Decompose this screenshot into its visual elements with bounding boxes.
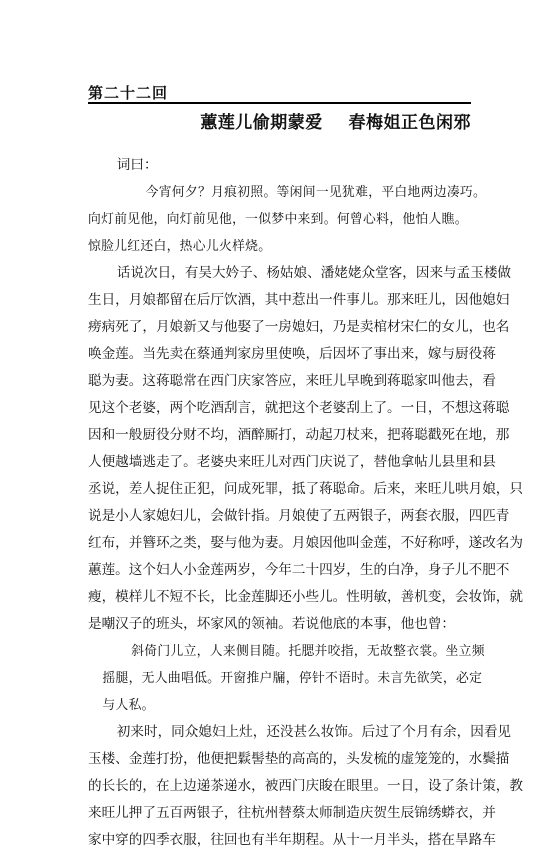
text-line: 来旺儿押了五百两银子，往杭州替蔡太师制造庆贺生辰锦绣蟒衣，并 [88, 805, 496, 821]
text-line: 玉楼、金莲打扮，他便把鬏髻垫的高高的，头发梳的虚笼笼的，水鬓描 [88, 751, 510, 767]
poem-line: 斜倚门儿立，人来侧目随。托腮并咬指，无故整衣裳。坐立频 [131, 644, 485, 659]
text-line: 是嘲汉子的班头，坏家风的领袖。若说他底的本事，他也曾： [88, 616, 456, 632]
text-line: 的长长的，在上边递茶递水，被西门庆睃在眼里。一日，设了条计策，教 [88, 778, 523, 794]
text-line: 因和一般厨役分财不均，酒醉厮打，动起刀杖来，把蒋聪戳死在地，那 [88, 427, 510, 443]
poem-line: 惊脸儿红还白，热心儿火样烧。 [88, 239, 272, 254]
text-line: 丞说，差人捉住正犯，问成死罪，抵了蒋聪命。后来，来旺儿哄月娘，只 [88, 481, 523, 497]
text-line: 人便越墙逃走了。老婆央来旺儿对西门庆说了，替他拿帖儿县里和县 [88, 454, 496, 470]
text-line: 初来时，同众媳妇上灶，还没甚么妆饰。后过了个月有余，因看见 [116, 724, 512, 740]
text-line: 蕙莲。这个妇人小金莲两岁，今年二十四岁，生的白净，身子儿不肥不 [88, 562, 510, 578]
text-line: 说是小人家媳妇儿，会做针指。月娘使了五两银子，两套衣服，四匹青 [88, 508, 510, 524]
chapter-title: 蕙莲儿偷期蒙爱 春梅姐正色闲邪 [200, 113, 471, 133]
text-line: 痨病死了，月娘新又与他娶了一房媳妇，乃是卖棺材宋仁的女儿，也名 [88, 319, 510, 335]
text-line: 词曰： [116, 157, 158, 173]
text-line: 唤金莲。当先卖在蔡通判家房里使唤，后因坏了事出来，嫁与厨役蒋 [88, 346, 496, 362]
chapter-number: 第二十二回 [88, 84, 169, 102]
text-line: 聪为妻。这蒋聪常在西门庆家答应，来旺儿早晚到蒋聪家叫他去，看 [88, 373, 496, 389]
text-line: 生日，月娘都留在后厅饮酒，其中惹出一件事儿。那来旺儿，因他媳妇 [88, 292, 510, 308]
text-line: 话说次日，有吴大妗子、杨姑娘、潘姥姥众堂客，因来与孟玉楼做 [116, 265, 512, 281]
poem-line: 今宵何夕？月痕初照。等闲间一见犹难，平白地两边凑巧。 [145, 185, 487, 200]
text-line: 家中穿的四季衣服，往回也有半年期程。从十一月半头，搭在旱路车 [88, 832, 496, 848]
poem-line: 向灯前见他，向灯前见他，一似梦中来到。何曾心料，他怕人瞧。 [88, 212, 468, 227]
poem-line: 与人私。 [102, 698, 155, 713]
text-line: 瘦，模样儿不短不长，比金莲脚还小些儿。性明敏，善机变，会妆饰，就 [88, 589, 523, 605]
text-line: 红布，并簪环之类，娶与他为妻。月娘因他叫金莲，不好称呼，遂改名为 [88, 535, 523, 551]
poem-line: 摇腿，无人曲唱低。开窗推户牖，停针不语时。未言先欲笑，必定 [102, 671, 483, 686]
body-text [88, 152, 523, 854]
text-line: 见这个老婆，两个吃酒刮言，就把这个老婆刮上了。一日，不想这蒋聪 [88, 400, 510, 416]
header-rule [88, 102, 471, 104]
